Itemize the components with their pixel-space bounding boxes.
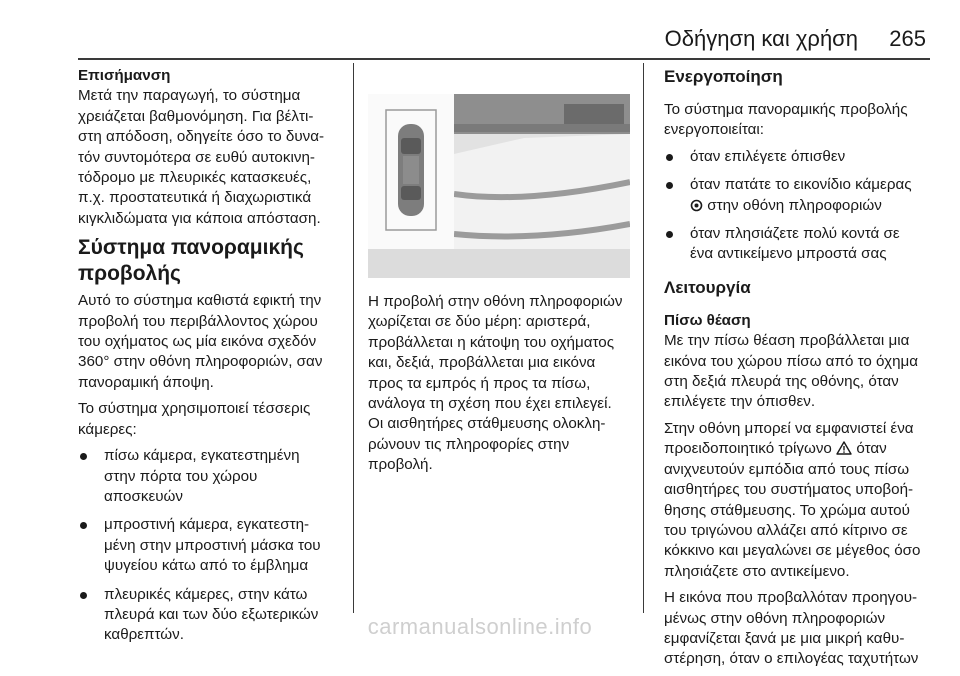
rear-view-paragraph: Με την πίσω θέαση προβάλλεται μια εικόνα του χώρου πίσω από το όχημα στη δεξιά πλευρά της οθόνης, όταν επιλέγετε την όπισθεν. <box>664 332 919 411</box>
activation-list <box>664 147 944 265</box>
column-divider-right <box>643 63 644 613</box>
bullet-icon <box>80 592 87 599</box>
note-heading: Επισήμανση <box>78 67 171 84</box>
figure-footer-bar <box>368 249 630 278</box>
bullet-icon <box>666 154 673 161</box>
list-item: όταν πατάτε το εικονίδιο κάμερας στην οθόνη πληροφοριών <box>664 175 944 216</box>
middle-column <box>368 292 640 482</box>
camera-scene-illustration <box>454 94 630 249</box>
note-paragraph: Μετά την παραγωγή, το σύστημα χρειάζεται βαθμονόμηση. Για βέλτι- στη απόδοση, οδηγείτε όσο το δυνα- τόν συντομότερα σε ευθύ αυτοκινη- τόδρομο με πλευρικές κατασκευές, π.χ. προστατευτικά ή διαχωριστικά κιγκλιδώματα για κάποια απόσταση. <box>78 87 325 227</box>
operation-title: Λειτουργία <box>664 277 751 297</box>
bullet-icon <box>666 182 673 189</box>
activation-paragraph: Το σύστημα πανοραμικής προβολής ενεργοποιείται: <box>664 101 908 139</box>
warning-triangle-icon <box>836 441 852 455</box>
page-number: 265 <box>889 26 926 51</box>
list-item: μπροστινή κάμερα, εγκατεστη- μένη στην μπροστινή μάσκα του ψυγείου κάτω από το έμβλημα <box>78 515 348 576</box>
rear-view-heading: Πίσω θέαση <box>664 311 751 329</box>
column-divider-left <box>353 63 354 613</box>
activation-title: Ενεργοποίηση <box>664 67 783 86</box>
list-item: όταν πλησιάζετε πολύ κοντά σε ένα αντικείμενο μπροστά σας <box>664 224 944 265</box>
figure-caption: Η προβολή στην οθόνη πληροφοριών χωρίζεται σε δύο μέρη: αριστερά, προβάλλεται η κάτοψη του οχήματος και, δεξιά, προβάλλεται μια εικόνα προς τα εμπρός ή προς τα πίσω, ανάλογα τη σχέση που έχει επιλεγεί. Οι αισθητήρες στάθμευσης ολοκλη- ρώνουν τις πληροφορίες στην προβολή. <box>368 293 623 474</box>
running-title: Οδήγηση και χρήση <box>664 26 858 51</box>
right-column <box>664 66 944 676</box>
left-column <box>78 66 348 654</box>
warning-paragraph: Στην οθόνη μπορεί να εμφανιστεί ένα προειδοποιητικό τρίγωνο όταν ανιχνευτούν εμπόδια από τους πίσω αισθητήρες του συστήματος υποβοή- θησης στάθμευσης. Το χρώμα αυτού του τριγώνου αλλάζει από κίτρινο σε κόκκινο και μεγαλώνει σε μέγεθος όσο πλησιάζετε στο αντικείμενο. <box>664 419 921 580</box>
car-top-view-icon <box>368 94 454 249</box>
watermark: carmanualsonline.info <box>367 614 593 639</box>
header-rule <box>78 58 930 60</box>
page-header <box>0 0 960 60</box>
camera-settings-icon <box>690 199 703 212</box>
bullet-icon <box>80 522 87 529</box>
cameras-paragraph: Το σύστημα χρησιμοποιεί τέσσερις κάμερες: <box>78 400 311 438</box>
list-item: πλευρικές κάμερες, στην κάτω πλευρά και των δύο εξωτερικών καθρεπτών. <box>78 585 348 646</box>
intro-paragraph: Αυτό το σύστημα καθιστά εφικτή την προβολή του περιβάλλοντος χώρου του οχήματος ως μία εικόνα σχεδόν 360° στην οθόνη πληροφοριών, σαν πανοραμική άποψη. <box>78 292 323 391</box>
bullet-icon <box>80 453 87 460</box>
panoramic-view-figure <box>368 94 630 278</box>
last-paragraph: Η εικόνα που προβαλλόταν προηγου- μένως στην οθόνη πληροφοριών εμφανίζεται ξανά με μια μικρή καθυ- στέρηση, όταν ο επιλογέας ταχυτήτων <box>664 589 919 668</box>
list-item: όταν επιλέγετε όπισθεν <box>664 147 944 167</box>
bullet-icon <box>666 231 673 238</box>
section-title: Σύστημα πανοραμικής προβολής <box>78 236 304 286</box>
list-item: πίσω κάμερα, εγκατεστημένη στην πόρτα του χώρου αποσκευών <box>78 446 348 507</box>
